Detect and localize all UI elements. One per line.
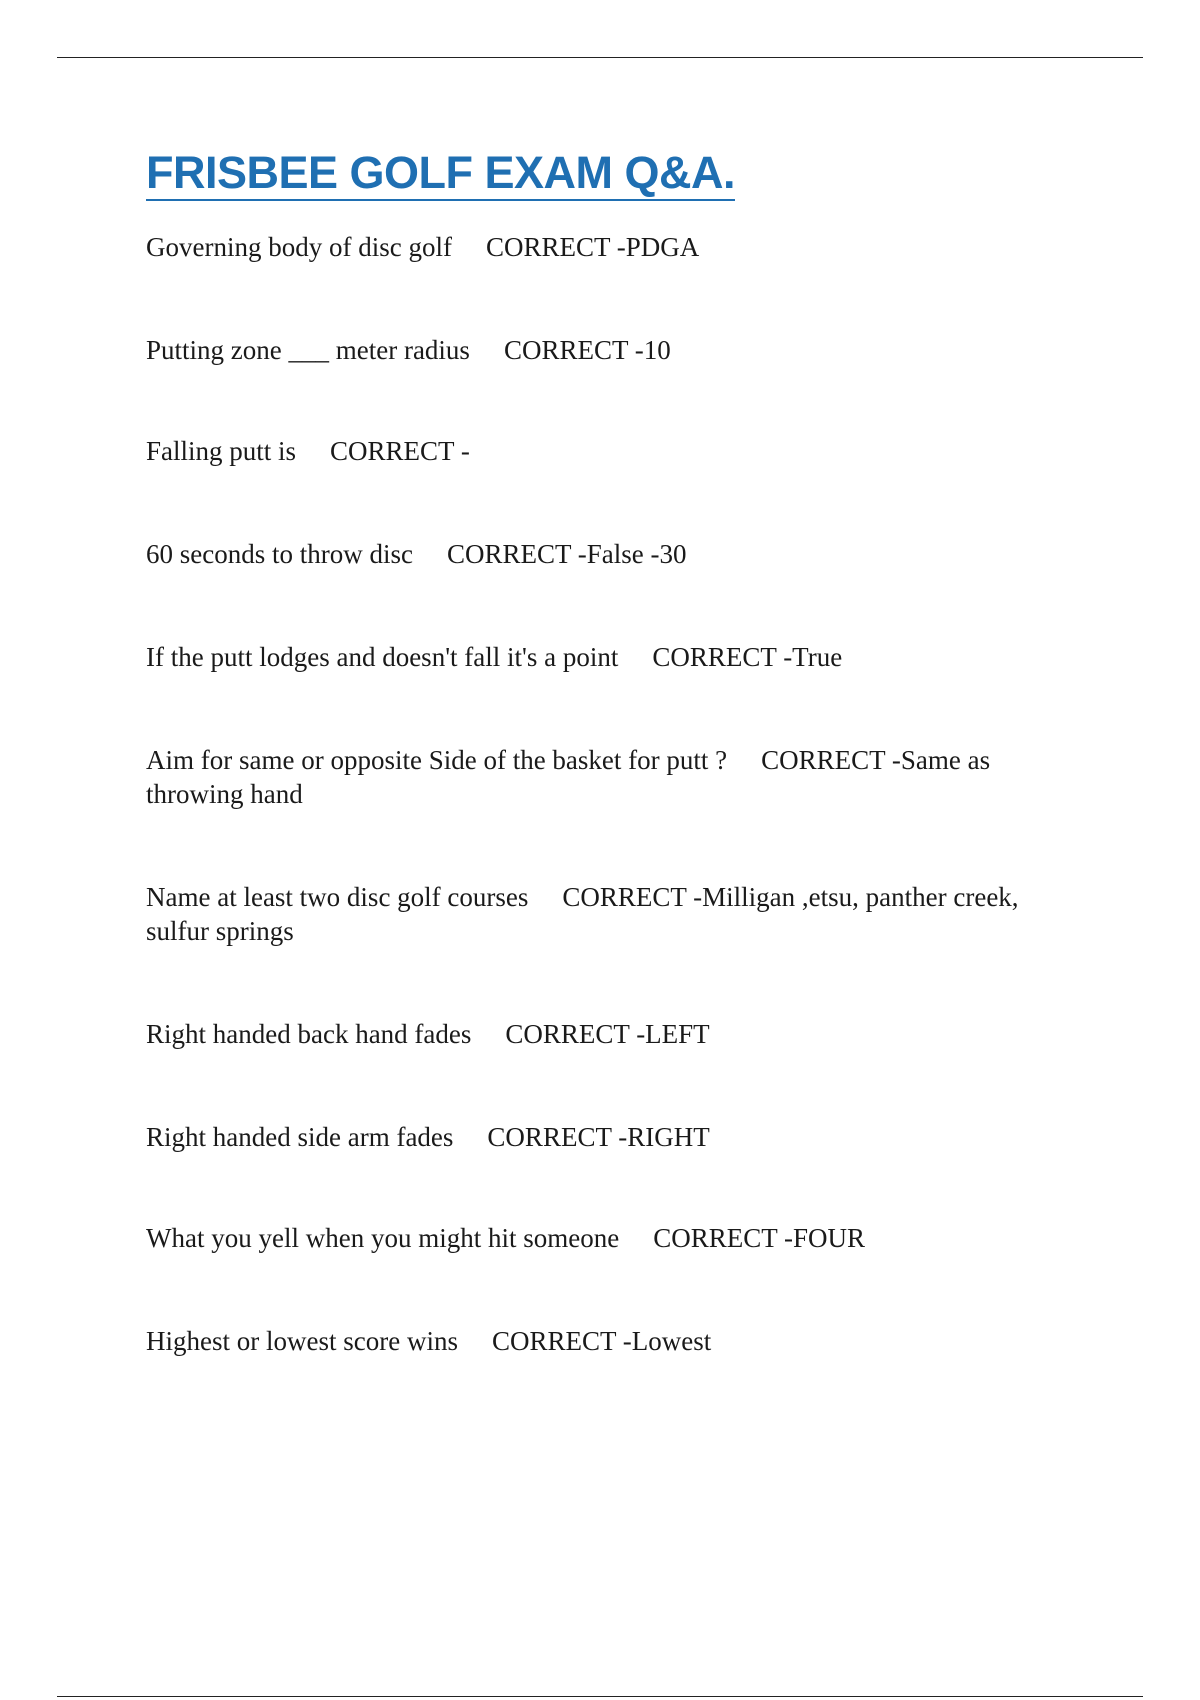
qa-item	[146, 880, 1076, 948]
qa-item	[146, 230, 1076, 264]
qa-item	[146, 1324, 1076, 1358]
answer: CORRECT -Milligan ,etsu, panther creek, sulfur springs	[146, 882, 1019, 946]
answer: CORRECT -RIGHT	[487, 1122, 710, 1152]
qa-item	[146, 1017, 1076, 1051]
question: Highest or lowest score wins	[146, 1326, 458, 1356]
answer: CORRECT -	[330, 436, 470, 466]
qa-item	[146, 333, 1076, 367]
answer: CORRECT -FOUR	[653, 1223, 865, 1253]
document-title: FRISBEE GOLF EXAM Q&A.	[146, 148, 735, 201]
qa-item	[146, 1221, 1076, 1255]
qa-item	[146, 640, 1076, 674]
answer: CORRECT -10	[503, 335, 671, 365]
question: Right handed back hand fades	[146, 1019, 472, 1049]
question: Falling putt is	[146, 436, 297, 466]
question: If the putt lodges and doesn't fall it's a point	[146, 642, 619, 672]
answer: CORRECT -False -30	[446, 539, 687, 569]
top-rule	[57, 57, 1143, 58]
question: Name at least two disc golf courses	[146, 882, 529, 912]
question: Right handed side arm fades	[146, 1122, 454, 1152]
qa-item	[146, 1120, 1076, 1154]
answer: CORRECT -PDGA	[485, 232, 700, 262]
qa-item	[146, 434, 1076, 468]
answer: CORRECT -True	[652, 642, 843, 672]
question: Putting zone ___ meter radius	[146, 335, 470, 365]
qa-item	[146, 537, 1076, 571]
answer: CORRECT -Same as throwing hand	[146, 745, 991, 809]
qa-item	[146, 743, 1076, 811]
question: Aim for same or opposite Side of the basket for putt ?	[146, 745, 728, 775]
question: Governing body of disc golf	[146, 232, 452, 262]
answer: CORRECT -Lowest	[491, 1326, 712, 1356]
question: 60 seconds to throw disc	[146, 539, 413, 569]
answer: CORRECT -LEFT	[505, 1019, 710, 1049]
bottom-rule	[57, 1696, 1143, 1697]
question: What you yell when you might hit someone	[146, 1223, 620, 1253]
